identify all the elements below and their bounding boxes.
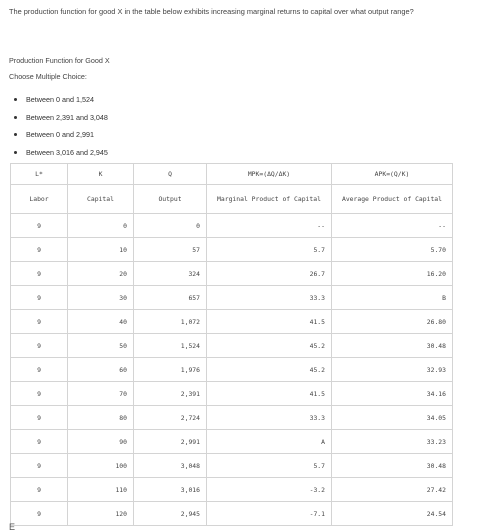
table-row xyxy=(11,238,453,262)
header-labor: Labor xyxy=(11,185,68,214)
answer-option-label: Between 3,016 and 2,945 xyxy=(26,147,108,157)
table-header-row xyxy=(11,164,453,185)
header-output-symbol: Q xyxy=(134,164,207,185)
answer-options xyxy=(14,95,108,165)
cell-apk: 26.80 xyxy=(332,310,453,334)
instruction-text: Choose Multiple Choice: xyxy=(9,72,87,81)
cell-mpk: 33.3 xyxy=(207,286,332,310)
table-row xyxy=(11,430,453,454)
table-row xyxy=(11,454,453,478)
cell-output: 657 xyxy=(134,286,207,310)
cell-labor: 9 xyxy=(11,238,68,262)
bullet-icon xyxy=(14,116,17,119)
cell-labor: 9 xyxy=(11,214,68,238)
cell-output: 1,524 xyxy=(134,334,207,358)
cell-mpk: 33.3 xyxy=(207,406,332,430)
bullet-icon xyxy=(14,151,17,154)
cell-labor: 9 xyxy=(11,382,68,406)
cut-off-text: E xyxy=(9,522,16,532)
table-row xyxy=(11,334,453,358)
answer-option-label: Between 0 and 2,991 xyxy=(26,130,94,139)
cell-output: 1,976 xyxy=(134,358,207,382)
table-row xyxy=(11,406,453,430)
cell-labor: 9 xyxy=(11,286,68,310)
table-body xyxy=(11,214,453,526)
table-row xyxy=(11,214,453,238)
table-row xyxy=(11,478,453,502)
table-row xyxy=(11,262,453,286)
answer-option-1[interactable] xyxy=(14,95,108,113)
cell-capital: 10 xyxy=(68,238,134,262)
cell-capital: 20 xyxy=(68,262,134,286)
table-subheader-row xyxy=(11,185,453,214)
cell-mpk: 45.2 xyxy=(207,358,332,382)
cell-mpk: -3.2 xyxy=(207,478,332,502)
cell-capital: 70 xyxy=(68,382,134,406)
cell-apk: 27.42 xyxy=(332,478,453,502)
header-apk-formula: APK=(Q/K) xyxy=(332,164,453,185)
cell-capital: 90 xyxy=(68,430,134,454)
cell-apk: 16.20 xyxy=(332,262,453,286)
bullet-icon xyxy=(14,98,17,101)
header-labor-symbol: L* xyxy=(11,164,68,185)
section-title: Production Function for Good X xyxy=(9,56,110,65)
cell-capital: 110 xyxy=(68,478,134,502)
header-capital-symbol: K xyxy=(68,164,134,185)
table-row xyxy=(11,358,453,382)
cell-output: 2,391 xyxy=(134,382,207,406)
cell-mpk: 45.2 xyxy=(207,334,332,358)
cell-apk: 34.16 xyxy=(332,382,453,406)
cell-apk: 32.93 xyxy=(332,358,453,382)
header-mpk: Marginal Product of Capital xyxy=(207,185,332,214)
cell-capital: 40 xyxy=(68,310,134,334)
cell-labor: 9 xyxy=(11,430,68,454)
cell-mpk: -7.1 xyxy=(207,502,332,526)
cell-output: 3,016 xyxy=(134,478,207,502)
cell-apk: 5.70 xyxy=(332,238,453,262)
cell-labor: 9 xyxy=(11,502,68,526)
cell-apk: 34.05 xyxy=(332,406,453,430)
cell-output: 57 xyxy=(134,238,207,262)
cell-labor: 9 xyxy=(11,262,68,286)
cell-output: 3,048 xyxy=(134,454,207,478)
cell-capital: 50 xyxy=(68,334,134,358)
bullet-icon xyxy=(14,133,17,136)
cell-capital: 30 xyxy=(68,286,134,310)
header-capital: Capital xyxy=(68,185,134,214)
header-output: Output xyxy=(134,185,207,214)
cell-labor: 9 xyxy=(11,358,68,382)
cell-mpk: 26.7 xyxy=(207,262,332,286)
cell-mpk: 41.5 xyxy=(207,382,332,406)
answer-option-label: Between 2,391 and 3,048 xyxy=(26,112,108,122)
header-mpk-formula: MPK=(ΔQ/ΔK) xyxy=(207,164,332,185)
cell-output: 2,724 xyxy=(134,406,207,430)
cell-mpk: -- xyxy=(207,214,332,238)
cell-output: 0 xyxy=(134,214,207,238)
answer-option-3[interactable] xyxy=(14,130,108,148)
cell-labor: 9 xyxy=(11,454,68,478)
table-row xyxy=(11,502,453,526)
answer-option-2[interactable] xyxy=(14,113,108,131)
cell-labor: 9 xyxy=(11,478,68,502)
cell-capital: 60 xyxy=(68,358,134,382)
cell-apk: -- xyxy=(332,214,453,238)
table-row xyxy=(11,310,453,334)
cell-output: 2,945 xyxy=(134,502,207,526)
cell-output: 2,991 xyxy=(134,430,207,454)
table-row xyxy=(11,382,453,406)
cell-output: 1,072 xyxy=(134,310,207,334)
cell-mpk: A xyxy=(207,430,332,454)
cell-labor: 9 xyxy=(11,334,68,358)
cell-mpk: 5.7 xyxy=(207,238,332,262)
answer-option-label: Between 0 and 1,524 xyxy=(26,95,94,104)
cell-capital: 120 xyxy=(68,502,134,526)
cell-capital: 100 xyxy=(68,454,134,478)
cell-apk: 30.48 xyxy=(332,334,453,358)
cell-capital: 0 xyxy=(68,214,134,238)
question-text: The production function for good X in the table below exhibits increasing marginal returns to capital over what output range? xyxy=(9,7,414,16)
cell-apk: 33.23 xyxy=(332,430,453,454)
production-table xyxy=(10,163,453,526)
cell-apk: B xyxy=(332,286,453,310)
cell-apk: 30.48 xyxy=(332,454,453,478)
header-apk: Average Product of Capital xyxy=(332,185,453,214)
cell-capital: 80 xyxy=(68,406,134,430)
cell-output: 324 xyxy=(134,262,207,286)
cell-labor: 9 xyxy=(11,406,68,430)
table-row xyxy=(11,286,453,310)
cell-mpk: 5.7 xyxy=(207,454,332,478)
cell-apk: 24.54 xyxy=(332,502,453,526)
cell-labor: 9 xyxy=(11,310,68,334)
cell-mpk: 41.5 xyxy=(207,310,332,334)
